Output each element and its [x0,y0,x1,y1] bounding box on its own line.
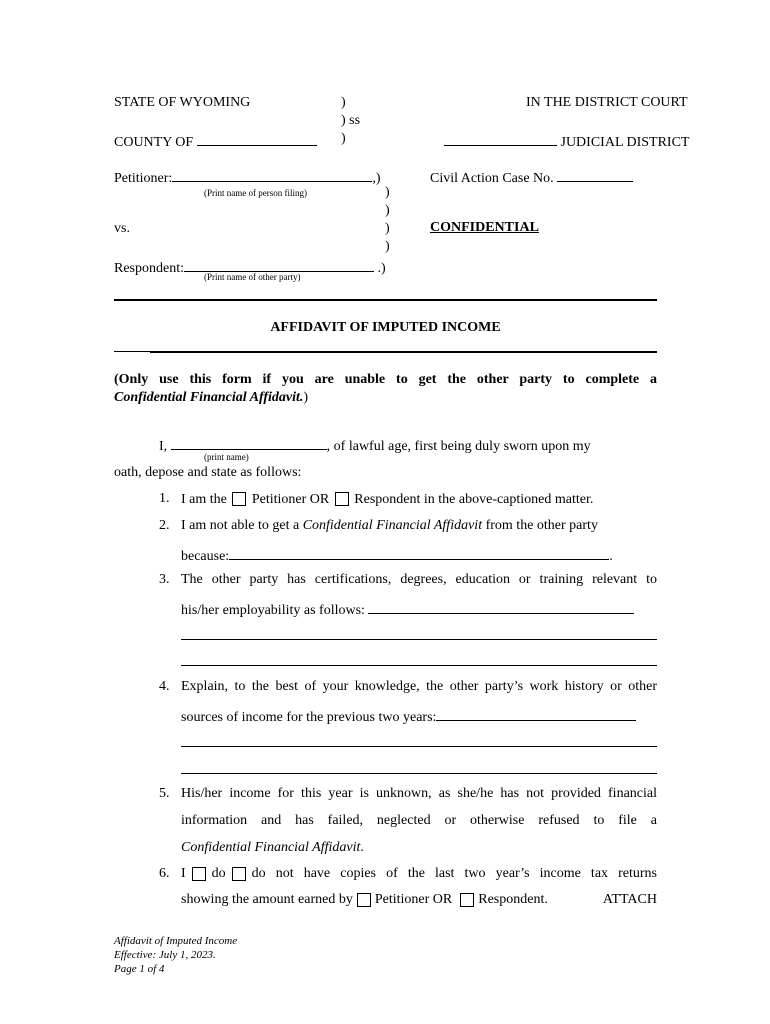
work-history-field-line[interactable] [181,773,657,774]
employability-field-line[interactable] [181,639,657,640]
caption-paren: ) [385,221,390,236]
item-2-line2 [181,546,613,564]
item-number: 6. [159,866,170,881]
instruction-line: (Only use this form if you are unable to get the other party to complete a [114,372,657,387]
do-not-checkbox[interactable] [232,867,246,881]
confidential-label: CONFIDENTIAL [430,220,539,235]
item-4-line2 [181,707,636,725]
item-text: Respondent in the above-captioned matter. [354,492,594,507]
case-number-field[interactable] [557,168,633,182]
footer-form-name: Affidavit of Imputed Income [114,935,238,947]
petitioner-checkbox[interactable] [232,492,246,506]
caption-ss: ) ss [341,113,361,128]
item-text: from the other party [485,518,598,533]
work-history-field[interactable] [436,707,636,721]
item-6-line2 [181,893,657,907]
item-number: 3. [159,572,170,587]
item-text-italic: Confidential Financial Affidavit [302,518,483,533]
item-4: Explain, to the best of your knowledge, the other party’s work history or other [181,679,657,694]
petitioner-checkbox[interactable] [357,893,371,907]
divider [150,351,657,353]
county-label: COUNTY OF [114,135,194,150]
page-title: AFFIDAVIT OF IMPUTED INCOME [270,320,501,335]
petitioner-note: (Print name of person filing) [204,188,307,198]
item-text: . [360,840,364,855]
caption-paren: ) [385,203,390,218]
item-number: 2. [159,518,170,533]
item-2 [181,519,598,533]
item-1 [181,492,593,507]
employability-field-line[interactable] [181,665,657,666]
item-text: because: [181,549,230,564]
caption-paren: .) [377,261,386,276]
item-5-line3 [181,841,364,855]
item-text: showing the amount earned by [181,892,353,907]
do-checkbox[interactable] [192,867,206,881]
item-text: . [609,549,613,564]
footer-effective: Effective: July 1, 2023. [114,949,216,961]
caption-paren: ) [341,95,346,110]
respondent-name-field[interactable] [184,258,374,272]
item-3: The other party has certifications, degrees, education or training relevant to [181,572,657,587]
item-3-line2 [181,600,634,618]
respondent-checkbox[interactable] [460,893,474,907]
district-line [444,132,689,150]
caption-paren: ,) [372,171,381,186]
divider [114,351,150,352]
oath-line2: oath, depose and state as follows: [114,465,302,480]
item-5: His/her income for this year is unknown, as she/he has not provided financial [181,786,657,801]
court-label: IN THE DISTRICT COURT [526,95,688,110]
county-field[interactable] [197,132,317,146]
district-field[interactable] [444,132,557,146]
footer-page-number: Page 1 of 4 [114,963,165,975]
case-number-line [430,168,633,186]
oath-i: I, [159,439,168,454]
item-text: do [211,866,226,881]
item-text: Petitioner OR [251,492,330,507]
respondent-note: (Print name of other party) [204,272,301,282]
item-text: ATTACH [602,892,657,907]
oath-sworn: , of lawful age, first being duly sworn upon my [326,439,591,454]
state-label: STATE OF WYOMING [114,95,251,110]
respondent-label: Respondent: [114,261,184,276]
item-text: his/her employability as follows: [181,603,365,618]
instruction-close: ) [303,390,309,405]
respondent-checkbox[interactable] [335,492,349,506]
item-text: I am not able to get a [181,518,300,533]
item-5-line2: information and has failed, neglected or otherwise refused to file a [181,813,657,828]
print-name-note: (print name) [204,452,249,462]
item-number: 4. [159,679,170,694]
affiant-name-field[interactable] [171,436,327,450]
instruction-line2 [114,391,308,405]
item-number: 5. [159,786,170,801]
instruction-italic: Confidential Financial Affidavit. [114,390,304,405]
item-text: I am the [181,492,227,507]
petitioner-label: Petitioner: [114,171,173,186]
item-text: Petitioner OR [374,892,453,907]
caption-paren: ) [385,239,390,254]
item-number: 1. [159,491,170,506]
item-6 [181,867,657,881]
item-text-italic: Confidential Financial Affidavit [181,840,361,855]
petitioner-line [114,168,381,186]
item-text: sources of income for the previous two years: [181,710,437,725]
caption-paren: ) [341,131,346,146]
petitioner-name-field[interactable] [172,168,372,182]
divider [114,299,657,301]
caption-paren: ) [385,185,390,200]
reason-field[interactable] [229,546,609,560]
vs-label: vs. [114,221,130,236]
work-history-field-line[interactable] [181,746,657,747]
district-label: JUDICIAL DISTRICT [560,135,690,150]
item-text: I [181,866,186,881]
employability-field[interactable] [368,600,634,614]
case-number-label: Civil Action Case No. [430,171,554,186]
item-text: do not have copies of the last two year’s income tax returns [251,866,657,881]
item-text: Respondent. [478,892,548,907]
county-line [114,132,317,150]
